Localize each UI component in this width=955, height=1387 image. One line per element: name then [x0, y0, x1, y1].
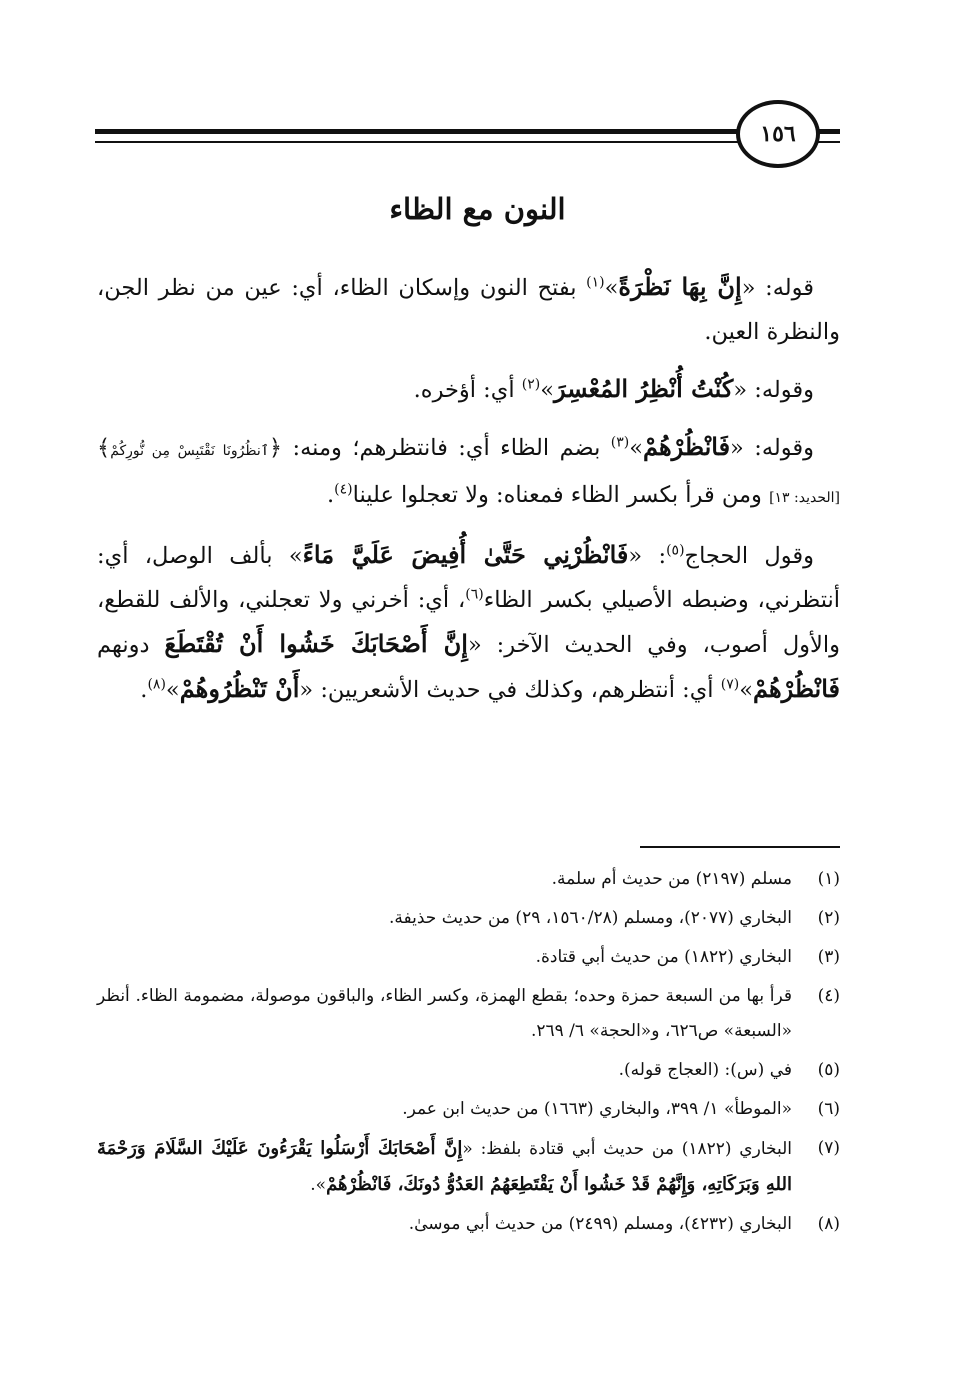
footnote-number: (٤): [817, 986, 840, 1006]
footnote-number: (٣): [817, 947, 840, 967]
hadith-quote: فَانْظُرْهُمْ: [752, 674, 840, 703]
paragraph-1: قوله: «إِنَّ بِهَا نَظْرَةً»$^{(١)}$ بفتح النون وإسكان الظاء، أي: عين من نظر الجن، والنظرة العين.: [97, 272, 840, 345]
main-text: [97, 265, 840, 725]
footnote-ref: (١): [586, 274, 605, 291]
footnote-text: في (س): (العجاج قوله).: [618, 1060, 792, 1080]
hadith-quote: إِنَّ أَصْحَابَكَ أَرْسَلُوا يَقْرَءُونَ عَلَيْكَ السَّلَامَ وَرَحْمَةَ اللهِ وَبَرَكَاتِهِ، وَإِنَّهُمْ قَدْ خَشُوا أَنْ يَقْتَطِعَهُمُ العَدُوُّ دُونَكَ، فَانْظُرْهُمْ: [97, 1138, 792, 1195]
footnote-ref: (٤): [334, 481, 353, 498]
footnote-number: (١): [817, 869, 840, 889]
footnote-text: مسلم (٢١٩٧) من حديث أم سلمة.: [551, 869, 792, 889]
footnote-number: (٧): [817, 1138, 840, 1158]
paragraph-4: وقول الحجاج$^{(٥)}$: «فَانْظُرْنِي حَتَّىٰ أُفِيضَ عَلَيَّ مَاءً» بألف الوصل، أي: أنتظرني، وضبطه الأصيلي بكسر الظاء$^{(٦)}$، أي: أخرني ولا تعجلني، والألف للقطع، والأول أصوب، وفي الحديث الآخر: «إِنَّ أَصْحَابَكَ خَشُوا أَنْ تُقْتَطَعَ دونهم فَانْظُرْهُمْ»$^{(٧)}$ أي: أنتظرهم، وكذلك في حديث الأشعريين: «أَنْ تَنْظُرُوهُمْ»$^{(٨)}$.: [97, 540, 841, 703]
footnote-item: [97, 862, 840, 897]
footnote-item: [97, 901, 840, 936]
footnote-ref: (٦): [465, 586, 484, 603]
footnote-text: البخاري (٤٢٣٢)، ومسلم (٢٤٩٩) من حديث أبي موسىٰ.: [408, 1214, 792, 1234]
page-header: [95, 100, 840, 170]
footnote-number: (٢): [817, 908, 840, 928]
verse-citation: [الحديد: ١٣]: [769, 490, 840, 506]
paragraph-3: وقوله: «فَانْظُرْهُمْ»$^{(٣)}$ بضم الظاء أي: فانتظرهم؛ ومنه: ﴿ٱنظُرُونَا نَقْتَبِسْ مِن نُّورِكُمْ﴾ [الحديد: ١٣] ومن قرأ بكسر الظاء فمعناه: ولا تعجلوا علينا$^{(٤)}$.: [97, 432, 840, 508]
footnote-text: «الموطأ» ١/ ٣٩٩، والبخاري (١٦٦٣) من حديث ابن عمر.: [402, 1099, 792, 1119]
footnotes: [97, 862, 840, 1246]
footnote-number: (٥): [817, 1060, 840, 1080]
footnote-ref: (٣): [610, 434, 630, 451]
hadith-quote: إِنَّ أَصْحَابَكَ خَشُوا أَنْ تُقْتَطَعَ: [164, 629, 468, 658]
footnote-item: [97, 1207, 840, 1242]
footnote-item: [97, 1092, 840, 1127]
paragraph-2: وقوله: «كُنْتُ أُنْظِرُ المُعْسِرَ»$^{(٢)}$ أي: أؤخره.: [413, 374, 814, 403]
footnote-ref: (٨): [147, 676, 166, 693]
footnote-ref: (٢): [521, 376, 541, 393]
footnote-text: قرأ بها من السبعة حمزة وحده؛ بقطع الهمزة، وكسر الظاء، والباقون موصولة، مضمومة الظاء. أنظر «السبعة» ص٦٢٦، و«الحجة» ٦/ ٢٦٩.: [97, 986, 792, 1041]
page-number: ١٥٦: [736, 100, 820, 168]
footnote-text: البخاري (١٨٢٢) من حديث أبي قتادة.: [535, 947, 792, 967]
footnote-divider: [640, 846, 840, 848]
section-heading: النون مع الظاء: [389, 192, 566, 226]
footnote-text: البخاري (٢٠٧٧)، ومسلم (١٥٦٠/٢٨، ٢٩) من حديث حذيفة.: [389, 908, 792, 928]
footnote-ref: (٥): [666, 542, 685, 559]
footnote-number: (٨): [817, 1214, 840, 1234]
header-rule: [95, 129, 745, 143]
footnote-item: [97, 1131, 840, 1203]
hadith-quote: إِنَّ بِهَا نَظْرَةً: [618, 272, 742, 301]
hadith-quote: أَنْ تَنْظُرُوهُمْ: [179, 674, 300, 703]
footnote-item: [97, 979, 840, 1049]
quran-verse: ٱنظُرُونَا نَقْتَبِسْ مِن نُّورِكُمْ: [110, 443, 269, 459]
hadith-quote: فَانْظُرْنِي حَتَّىٰ أُفِيضَ عَلَيَّ مَاءً: [302, 540, 629, 569]
footnote-text: البخاري (١٨٢٢) من حديث أبي قتادة بلفظ: «إِنَّ أَصْحَابَكَ أَرْسَلُوا يَقْرَءُونَ عَلَيْكَ السَّلَامَ وَرَحْمَةَ اللهِ وَبَرَكَاتِهِ، وَإِنَّهُمْ قَدْ خَشُوا أَنْ يَقْتَطِعَهُمُ العَدُوُّ دُونَكَ، فَانْظُرْهُمْ».: [97, 1138, 793, 1195]
hadith-quote: فَانْظُرْهُمْ: [643, 432, 731, 461]
footnote-ref: (٧): [720, 676, 740, 693]
footnote-number: (٦): [817, 1099, 840, 1119]
footnote-item: [97, 940, 840, 975]
footnote-item: [97, 1053, 840, 1088]
hadith-quote: كُنْتُ أُنْظِرُ المُعْسِرَ: [554, 374, 734, 403]
